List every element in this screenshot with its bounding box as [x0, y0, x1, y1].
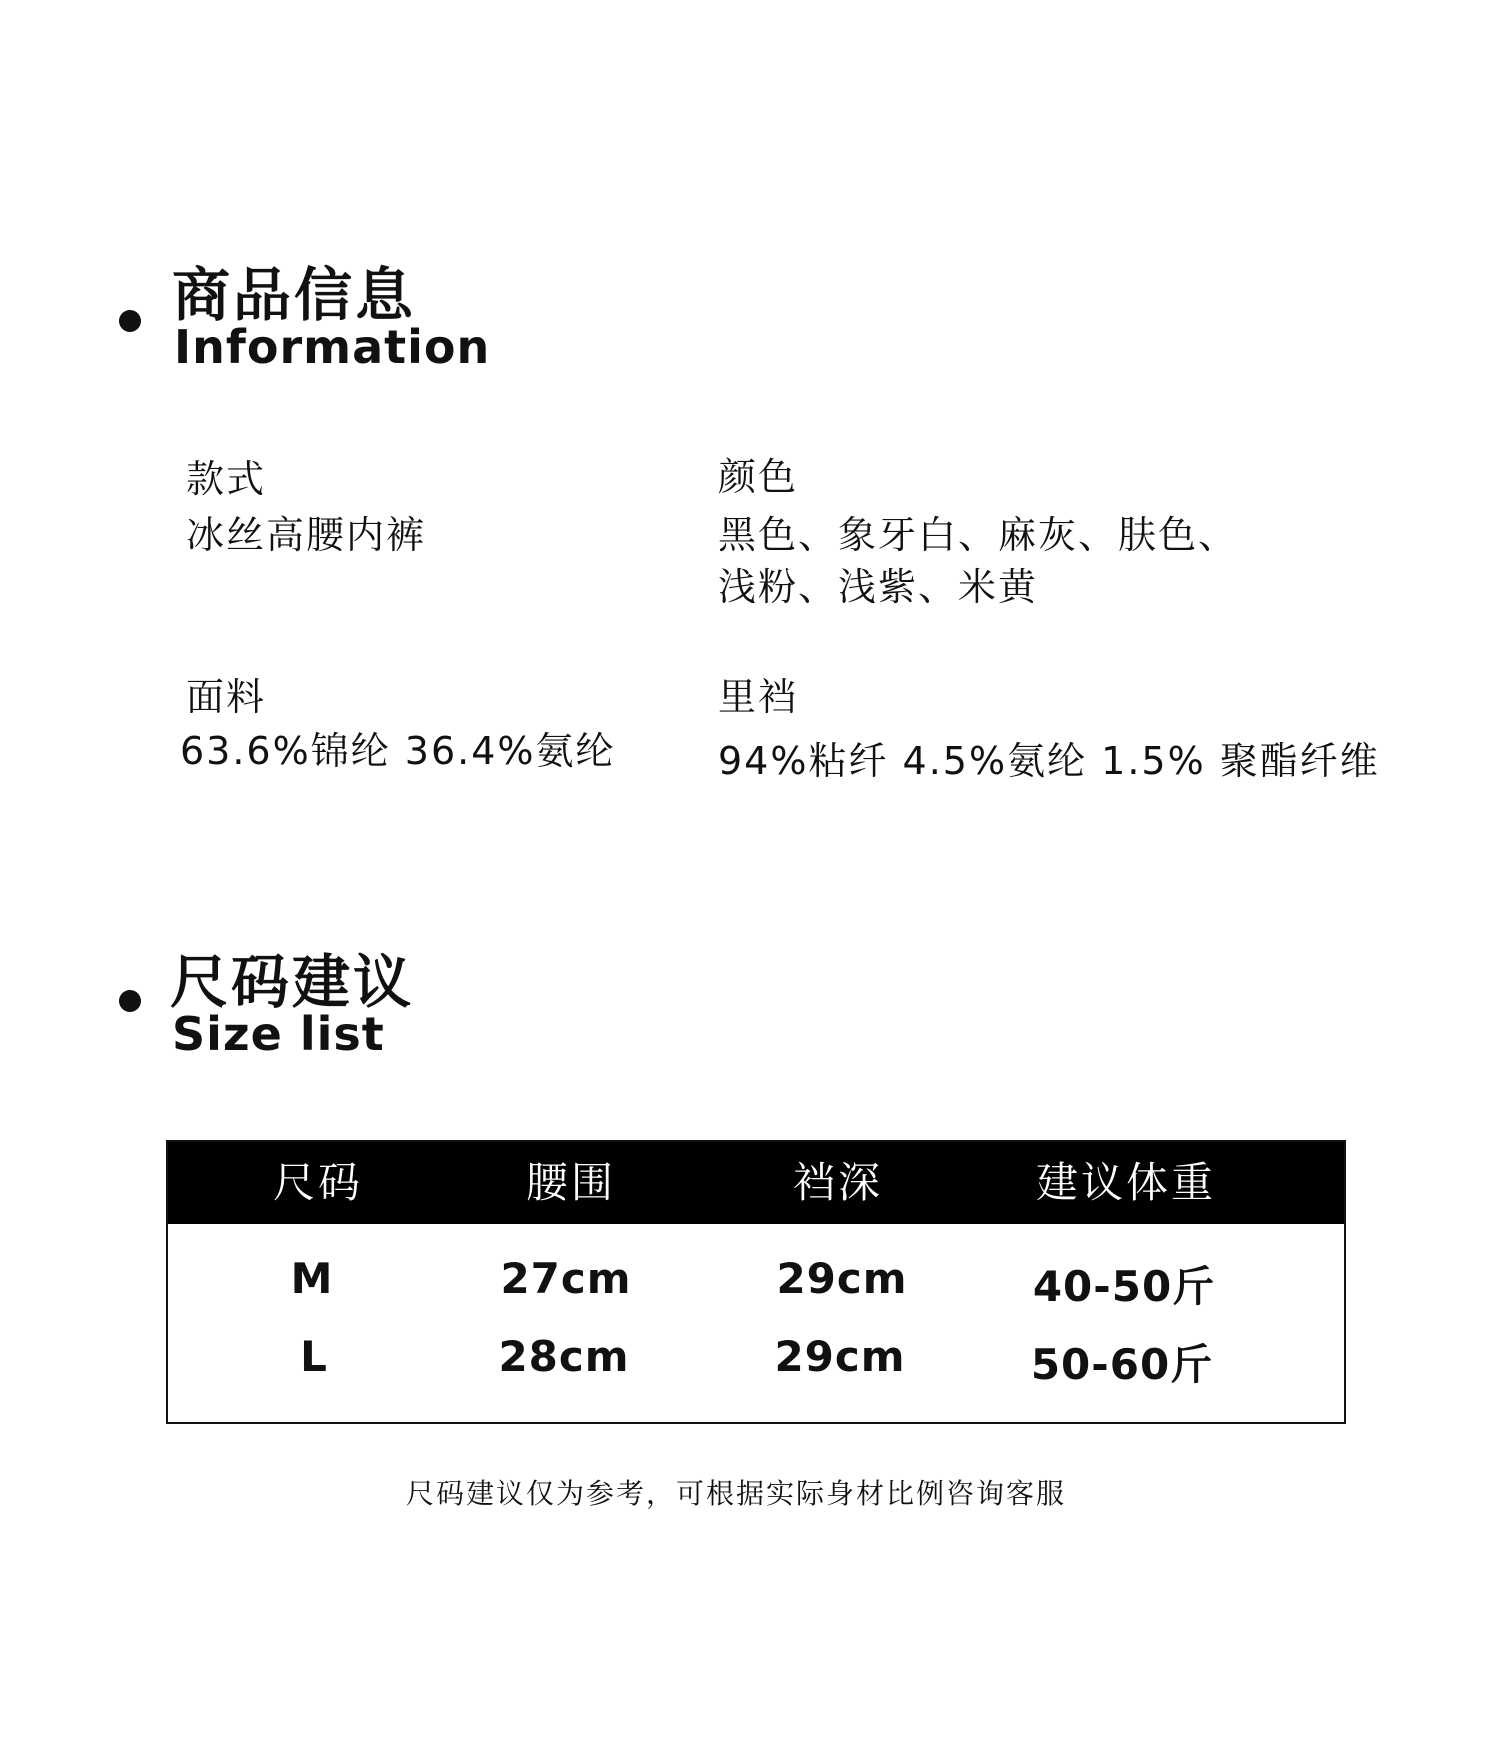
cell-rise: 29cm — [774, 1332, 906, 1381]
header-rise: 裆深 — [792, 1158, 884, 1207]
cell-size: M — [290, 1254, 334, 1303]
section-title-cn: 尺码建议 — [170, 948, 415, 1016]
field-label-style: 款式 — [186, 457, 267, 501]
field-value-lining: 94%粘纤 4.5%氨纶 1.5% 聚酯纤维 — [718, 739, 1380, 783]
field-value-style: 冰丝高腰内裤 — [186, 513, 427, 557]
field-label-lining: 里裆 — [718, 675, 799, 719]
field-value-color-line2: 浅粉、浅紫、米黄 — [718, 565, 1039, 609]
cell-size: L — [300, 1332, 328, 1381]
section-title-en: Size list — [172, 1007, 385, 1061]
size-note: 尺码建议仅为参考，可根据实际身材比例咨询客服 — [406, 1477, 1067, 1510]
field-value-fabric: 63.6%锦纶 36.4%氨纶 — [180, 729, 616, 773]
header-weight: 建议体重 — [1035, 1158, 1217, 1207]
cell-weight: 40-50斤 — [1032, 1262, 1216, 1311]
section-title-en: Information — [174, 320, 491, 374]
cell-rise: 29cm — [776, 1254, 908, 1303]
cell-waist: 27cm — [500, 1254, 632, 1303]
bullet-dot-icon — [119, 990, 141, 1012]
header-size: 尺码 — [272, 1158, 364, 1207]
size-table — [166, 1140, 1346, 1424]
size-table-header — [168, 1142, 1344, 1224]
cell-waist: 28cm — [498, 1332, 630, 1381]
cell-weight: 50-60斤 — [1030, 1340, 1214, 1389]
bullet-dot-icon — [119, 310, 141, 332]
field-label-color: 颜色 — [718, 455, 799, 499]
field-label-fabric: 面料 — [186, 675, 267, 719]
header-waist: 腰围 — [525, 1158, 617, 1207]
field-value-color-line1: 黑色、象牙白、麻灰、肤色、 — [718, 513, 1239, 557]
section-title-cn: 商品信息 — [172, 261, 417, 329]
